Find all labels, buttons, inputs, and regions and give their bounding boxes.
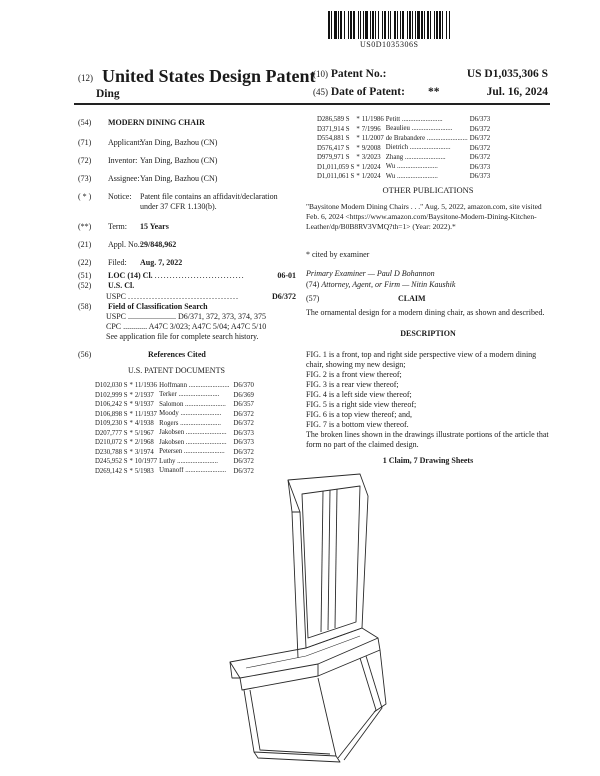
citation-name: Terker ........................ xyxy=(159,391,220,399)
citation-date: 3/2023 xyxy=(361,154,381,162)
citation-number: D1,011,061 S xyxy=(317,173,355,181)
citation-date: 2/1937 xyxy=(134,391,154,399)
assignee-value: Yan Ding, Bazhou (CN) xyxy=(140,174,218,183)
citation-date: 2/1968 xyxy=(134,439,154,447)
other-publications-heading: OTHER PUBLICATIONS xyxy=(382,185,474,195)
citation-number: D576,417 S xyxy=(317,144,350,152)
references-table-left xyxy=(95,382,256,477)
field-inventor xyxy=(78,156,218,166)
patent-type-title: United States Design Patent xyxy=(102,66,316,86)
field-search-label: Field of Classification Search xyxy=(108,302,208,311)
citation-name: Wu ........................ xyxy=(385,172,438,180)
notice-value: Patent file contains an affidavit/declaration under 37 CFR 1.130(b). xyxy=(140,192,278,211)
loc-classification xyxy=(78,271,296,281)
us-cl-label: U.S. Cl. xyxy=(108,281,135,290)
citation-date: 7/1996 xyxy=(361,125,381,133)
barcode-bar xyxy=(450,11,451,39)
citation-row xyxy=(95,382,256,391)
citation-star: * xyxy=(356,116,360,124)
citation-class: D6/369 xyxy=(233,391,254,399)
citation-name: Rogers ........................ xyxy=(159,419,221,427)
claim-text: The ornamental design for a modern dining chair, as shown and described. xyxy=(306,308,545,317)
citation-name: Luthy ........................ xyxy=(159,457,218,465)
citation-star: * xyxy=(129,420,133,428)
field-search-note: See application file for complete search history. xyxy=(106,332,259,341)
seat-outline xyxy=(230,628,378,678)
uspc-label: USPC xyxy=(106,292,127,301)
citation-star: * xyxy=(129,458,133,466)
field-term xyxy=(78,222,169,232)
citation-row xyxy=(317,154,492,163)
description-line: FIG. 5 is a right side view thereof; xyxy=(306,400,417,409)
field-assignee xyxy=(78,174,218,184)
field-label: Notice: xyxy=(108,192,132,201)
citation-name: Moody ........................ xyxy=(159,410,222,418)
date-of-patent-label: Date of Patent: xyxy=(330,86,405,98)
patent-type-header xyxy=(78,66,316,87)
citation-star: * xyxy=(356,163,360,171)
description-lines xyxy=(306,350,550,450)
description-line: FIG. 4 is a left side view thereof; xyxy=(306,390,412,399)
citation-name: Zhang ........................ xyxy=(385,153,446,161)
citation-number: D230,788 S xyxy=(95,448,128,456)
citation-date: 5/1967 xyxy=(134,429,154,437)
citation-number: D106,898 S xyxy=(95,410,128,418)
citation-number: D245,952 S xyxy=(95,458,128,466)
date-of-patent-line xyxy=(313,86,548,98)
leader-dots: .............................. xyxy=(154,271,245,280)
citation-name: Dietrich ........................ xyxy=(385,144,451,152)
field-notice xyxy=(78,192,278,211)
citation-date: 3/1974 xyxy=(134,448,154,456)
field-search-uspc: USPC ........................ D6/371, 372, 373, 374, 375 xyxy=(106,312,267,321)
citation-number: D102,999 S xyxy=(95,391,128,399)
field-label: Assignee: xyxy=(108,174,140,183)
header-rule xyxy=(74,103,550,105)
citation-date: 5/1983 xyxy=(134,467,154,475)
field-code: (73) xyxy=(78,174,92,183)
citation-class: D6/372 xyxy=(233,458,254,466)
inventor-value: Yan Ding, Bazhou (CN) xyxy=(140,156,218,165)
citation-name: Petersen ........................ xyxy=(159,448,225,456)
loc-value: 06-01 xyxy=(277,271,296,280)
field-label: Applicant: xyxy=(108,138,142,147)
citation-class: D6/373 xyxy=(233,429,254,437)
citation-row xyxy=(317,125,492,134)
citation-row xyxy=(95,420,256,429)
citation-row xyxy=(317,173,492,182)
citation-number: D1,011,059 S xyxy=(317,163,355,171)
citation-class: D6/372 xyxy=(233,420,254,428)
citation-name: Hoffmann ........................ xyxy=(159,382,230,389)
field-appl-no xyxy=(78,240,177,250)
citation-row xyxy=(95,410,256,419)
barcode-number: US0D1035306S xyxy=(360,40,419,49)
claim-header xyxy=(306,294,550,304)
citation-class: D6/372 xyxy=(469,125,491,133)
citation-name: Wu ........................ xyxy=(385,163,438,171)
citation-class: D6/373 xyxy=(469,163,491,171)
references-header xyxy=(78,350,298,360)
term-value: 15 Years xyxy=(140,222,169,231)
citation-row xyxy=(95,429,256,438)
date-marks: ** xyxy=(428,86,440,98)
citation-row xyxy=(317,144,492,153)
citation-date: 10/1977 xyxy=(134,458,158,466)
other-publications-text: "Baysitone Modern Dining Chairs . . ." Aug. 5, 2022, amazon.com, site visited Feb. 6, 2024 <https://www.amazon.com/Baysitone-Modern-Dining-Kitchen-Leather/dp/B0B8RV3VMQ?th=1> (Year: 2022).* xyxy=(306,202,542,231)
citation-row xyxy=(317,163,492,172)
citation-star: * xyxy=(356,144,360,152)
field-search-cpc: CPC ............ A47C 3/023; A47C 5/04; A47C 5/10 xyxy=(106,322,267,331)
field-code: (**) xyxy=(78,222,92,231)
citation-number: D554,881 S xyxy=(317,135,350,143)
citation-number: D109,230 S xyxy=(95,420,128,428)
field-code: (52) xyxy=(78,281,92,290)
citation-row xyxy=(95,391,256,400)
citation-class: D6/357 xyxy=(233,401,254,409)
field-filed xyxy=(78,258,183,268)
field-code: (58) xyxy=(78,302,92,311)
citation-class: D6/373 xyxy=(233,439,254,447)
date-of-patent: Jul. 16, 2024 xyxy=(486,86,548,98)
citation-star: * xyxy=(129,439,133,447)
field-code: ( * ) xyxy=(78,192,92,201)
citation-class: D6/373 xyxy=(469,173,491,181)
code-10: (10) xyxy=(313,69,328,79)
citation-number: D102,030 S xyxy=(95,382,128,390)
citation-date: 4/1938 xyxy=(134,420,154,428)
citation-row xyxy=(95,458,256,467)
field-label: Appl. No.: xyxy=(108,240,142,249)
citation-row xyxy=(317,135,492,144)
citation-name: Umanoff ........................ xyxy=(159,467,227,475)
uspc-value: D6/372 xyxy=(272,292,296,301)
citation-star: * xyxy=(356,154,360,162)
cited-by-examiner: * cited by examiner xyxy=(306,250,370,259)
citation-row xyxy=(95,448,256,457)
citation-star: * xyxy=(129,467,133,475)
citation-number: D210,072 S xyxy=(95,439,128,447)
citation-number: D371,914 S xyxy=(317,125,350,133)
leader-dots: ..................................... xyxy=(128,292,240,301)
citation-date: 9/2008 xyxy=(361,144,381,152)
citation-class: D6/372 xyxy=(469,144,491,152)
field-title xyxy=(78,118,205,128)
field-applicant xyxy=(78,138,218,148)
claims-drawings-summary: 1 Claim, 7 Drawing Sheets xyxy=(382,456,474,465)
us-patent-documents-heading: U.S. PATENT DOCUMENTS xyxy=(128,366,225,375)
citation-class: D6/370 xyxy=(233,382,254,390)
citation-class: D6/372 xyxy=(233,410,254,418)
description-heading: DESCRIPTION xyxy=(400,329,456,338)
citation-row xyxy=(317,116,492,125)
citation-name: Petitt ........................ xyxy=(385,116,443,123)
citation-number: D106,242 S xyxy=(95,401,128,409)
citation-date: 11/1936 xyxy=(134,382,157,390)
field-code: (56) xyxy=(78,350,92,359)
primary-examiner: Primary Examiner — Paul D Bohannon xyxy=(306,269,435,278)
field-label: Term: xyxy=(108,222,127,231)
field-of-search xyxy=(78,302,208,312)
attorney-line xyxy=(306,280,550,290)
patent-number-line xyxy=(313,68,548,80)
citation-date: 11/1986 xyxy=(361,116,384,124)
citation-date: 11/1937 xyxy=(134,410,157,418)
citation-class: D6/373 xyxy=(469,116,491,124)
description-line: FIG. 1 is a front, top and right side perspective view of a modern dining chair, showing my new design; xyxy=(306,350,537,369)
description-line: The broken lines shown in the drawings illustrate portions of the article that form no part of the claimed design. xyxy=(306,430,549,449)
loc-label: LOC (14) Cl. xyxy=(108,271,153,280)
patent-no-label: Patent No.: xyxy=(330,68,387,80)
field-code: (51) xyxy=(78,271,92,280)
citation-class: D6/372 xyxy=(469,135,491,143)
filed-value: Aug. 7, 2022 xyxy=(140,258,183,267)
patent-number: US D1,035,306 S xyxy=(466,68,548,80)
inventor-short: Ding xyxy=(96,88,120,100)
citation-star: * xyxy=(356,135,360,143)
citation-number: D286,589 S xyxy=(317,116,350,124)
leg-front xyxy=(244,678,336,756)
citation-date: 1/2024 xyxy=(361,173,381,181)
applicant-value: Yan Ding, Bazhou (CN) xyxy=(140,138,218,147)
citation-date: 11/2007 xyxy=(361,135,384,143)
us-classification xyxy=(78,281,134,291)
claim-heading: CLAIM xyxy=(398,294,426,303)
citation-class: D6/372 xyxy=(469,154,491,162)
description-line: FIG. 6 is a top view thereof; and, xyxy=(306,410,412,419)
field-label: Inventor: xyxy=(108,156,138,165)
field-code: (74) xyxy=(306,280,320,289)
code-12: (12) xyxy=(78,73,93,84)
citation-star: * xyxy=(129,429,133,437)
references-heading: References Cited xyxy=(148,350,206,359)
field-code: (21) xyxy=(78,240,92,249)
citation-star: * xyxy=(129,410,133,418)
description-line: FIG. 2 is a front view thereof; xyxy=(306,370,402,379)
citation-name: Jakobsen ........................ xyxy=(159,429,227,437)
description-line: FIG. 3 is a rear view thereof; xyxy=(306,380,399,389)
citation-name: de Brabandere ........................ xyxy=(385,134,468,142)
citation-number: D207,777 S xyxy=(95,429,128,437)
citation-name: Jakobsen ........................ xyxy=(159,438,227,446)
field-code: (22) xyxy=(78,258,92,267)
citation-class: D6/372 xyxy=(233,448,254,456)
citation-class: D6/372 xyxy=(233,467,254,475)
references-table-right xyxy=(317,116,492,182)
design-title: MODERN DINING CHAIR xyxy=(108,118,205,127)
citation-star: * xyxy=(356,125,360,133)
citation-row xyxy=(95,401,256,410)
description-line: FIG. 7 is a bottom view thereof. xyxy=(306,420,409,429)
uspc-line xyxy=(106,292,296,302)
citation-star: * xyxy=(356,173,360,181)
code-45: (45) xyxy=(313,87,328,97)
citation-name: Beaulieu ........................ xyxy=(385,125,453,133)
field-code: (54) xyxy=(78,118,92,127)
citation-star: * xyxy=(129,401,133,409)
citation-name: Salomon ........................ xyxy=(159,400,226,408)
citation-date: 9/1937 xyxy=(134,401,154,409)
citation-star: * xyxy=(129,448,133,456)
citation-date: 1/2024 xyxy=(361,163,381,171)
citation-row xyxy=(95,439,256,448)
citation-star: * xyxy=(129,382,133,390)
field-code: (57) xyxy=(306,294,320,303)
citation-number: D979,971 S xyxy=(317,154,350,162)
barcode xyxy=(328,11,548,39)
appl-no-value: 29/848,962 xyxy=(140,240,177,249)
field-code: (72) xyxy=(78,156,92,165)
attorney: Attorney, Agent, or Firm — Nitin Kaushik xyxy=(321,280,456,289)
citation-number: D269,142 S xyxy=(95,467,128,475)
field-label: Filed: xyxy=(108,258,127,267)
citation-star: * xyxy=(129,391,133,399)
chair-perspective-drawing xyxy=(210,472,400,772)
field-code: (71) xyxy=(78,138,92,147)
